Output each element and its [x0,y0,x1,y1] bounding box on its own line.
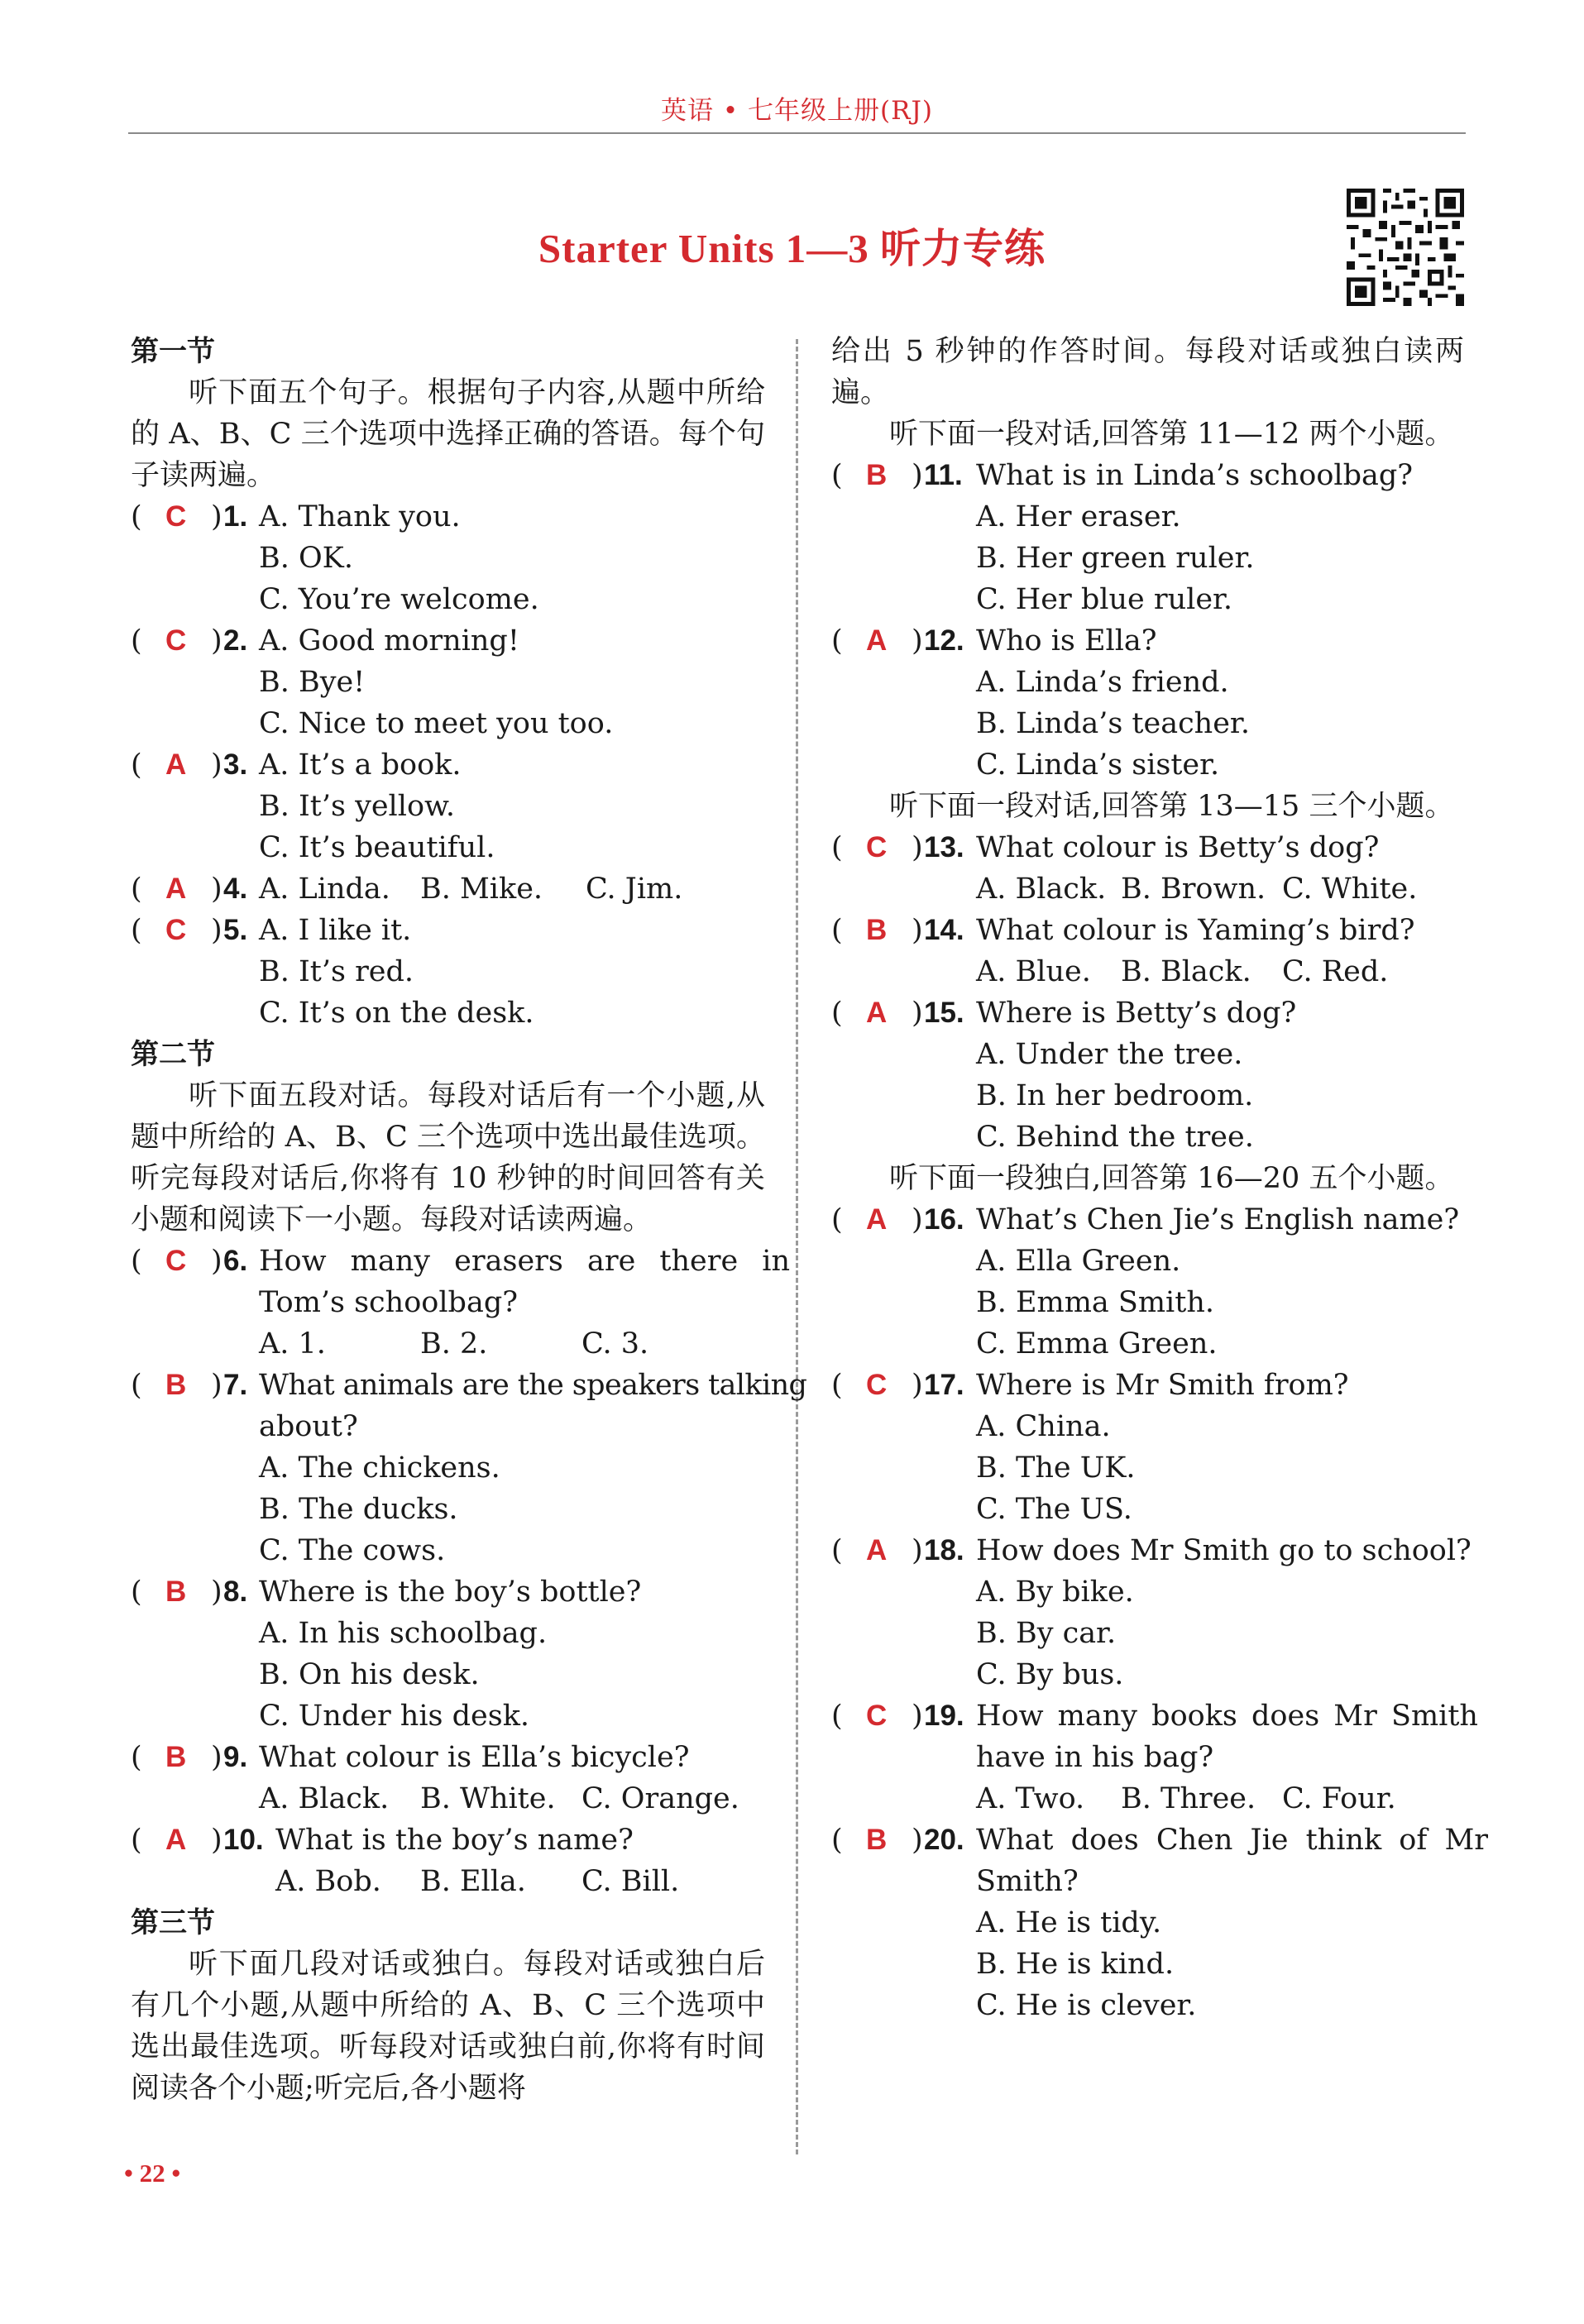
question-stem: Where is the boy’s bottle? [259,1576,642,1609]
right-column [831,331,1489,2026]
option-a: A. In his schoolbag. [259,1617,548,1650]
question-stem-cont: Smith? [976,1865,1079,1898]
option-b: B. Linda’s teacher. [976,707,1250,740]
question-stem: What is in Linda’s schoolbag? [976,459,1414,492]
question-1: ( C ) 1. A. Thank you. B. OK. C. You’re welcome. [131,496,765,620]
question-9: ( B ) 9. What colour is Ella’s bicycle? A. Black. B. White. C. Orange. [131,1737,765,1820]
option-a: A. Two. [976,1782,1085,1815]
question-5: ( C ) 5. A. I like it. B. It’s red. C. It’s on the desk. [131,910,765,1034]
question-stem: What’s Chen Jie’s English name? [976,1203,1460,1236]
question-stem: What is the boy’s name? [275,1824,634,1857]
question-number: 18. [924,1534,964,1566]
question-number: 12. [924,624,964,657]
option-a: A. Under the tree. [976,1038,1243,1071]
option-b: B. 2. [420,1327,488,1360]
option-b: B. The UK. [976,1451,1136,1485]
option-a: A. Blue. [976,955,1091,988]
option-a: A. 1. [259,1327,326,1360]
question-number: 19. [924,1700,964,1732]
question-19: ( C ) 19. How many books does Mr Smith have in his bag? A. Two. B. Three. C. Four. [831,1695,1464,1820]
question-7: ( B ) 7. What animals are the speakers talking about? A. The chickens. B. The ducks. C. The cows. [131,1365,765,1571]
answer: B [866,459,888,491]
question-stem: How many books does Mr Smith [976,1700,1478,1733]
option-b: B. Emma Smith. [976,1286,1214,1319]
question-number: 2. [223,624,248,657]
option-b: B. Her green ruler. [976,542,1255,575]
question-number: 11. [924,459,963,491]
option-a: A. Good morning! [259,624,519,658]
option-c: C. He is clever. [976,1989,1197,2022]
option-c: C. Four. [1282,1782,1396,1815]
question-stem: What does Chen Jie think of Mr [976,1824,1489,1857]
question-stem: What colour is Yaming’s bird? [976,914,1415,947]
option-a: A. Ella Green. [976,1245,1181,1278]
option-c: C. Under his desk. [259,1700,530,1733]
question-number: 10. [223,1824,264,1856]
option-c: C. Jim. [586,873,683,906]
option-c: C. Nice to meet you too. [259,707,614,740]
option-c: C. Bill. [581,1865,680,1898]
instructions-13-15: 听下面一段对话,回答第 13—15 三个小题。 [889,790,1454,823]
question-stem: What colour is Betty’s dog? [976,831,1380,864]
question-number: 16. [924,1203,964,1236]
column-divider [796,339,798,2154]
question-12: ( A ) 12. Who is Ella? A. Linda’s friend. B. Linda’s teacher. C. Linda’s sister. [831,620,1464,786]
answer: C [165,1245,187,1277]
running-header: 英语 • 七年级上册(RJ) [661,96,933,126]
option-b: B. In her bedroom. [976,1079,1254,1112]
option-c: C. Orange. [581,1782,739,1815]
answer: A [866,1534,888,1566]
qr-code [1347,189,1464,306]
question-stem: What colour is Ella’s bicycle? [259,1741,690,1774]
question-16: ( A ) 16. What’s Chen Jie’s English name? A. Ella Green. B. Emma Smith. C. Emma Green. [831,1199,1464,1365]
section-3-instructions: 听下面几段对话或独白。每段对话或独白后有几个小题,从题中所给的 A、B、C 三个选项中选出最佳选项。听每段对话或独白前,你将有时间阅读各个小题;听完后,各小题将 [131,1948,765,2105]
answer: A [866,997,888,1029]
instructions-16-20: 听下面一段独白,回答第 16—20 五个小题。 [889,1162,1454,1195]
option-c: C. The US. [976,1493,1132,1526]
answer: C [165,500,187,533]
option-b: B. Ella. [420,1865,526,1898]
option-a: A. It’s a book. [259,748,462,782]
header-rule [128,132,1466,134]
option-b: B. Three. [1121,1782,1256,1815]
option-a: A. Her eraser. [976,500,1181,533]
option-c: C. You’re welcome. [259,583,539,616]
question-13: ( C ) 13. What colour is Betty’s dog? A. Black. B. Brown. C. White. [831,827,1464,910]
question-number: 13. [924,831,964,863]
question-10: ( A ) 10. What is the boy’s name? A. Bob. B. Ella. C. Bill. [131,1820,765,1902]
answer: C [866,1369,888,1401]
option-c: C. It’s on the desk. [259,997,534,1030]
option-b: B. On his desk. [259,1658,480,1691]
option-c: C. Linda’s sister. [976,748,1220,782]
option-c: C. Behind the tree. [976,1121,1254,1154]
option-c: C. It’s beautiful. [259,831,495,864]
question-6: ( C ) 6. How many erasers are there in Tom’s schoolbag? A. 1. B. 2. C. 3. [131,1241,765,1365]
answer: C [165,624,187,657]
answer: C [866,1700,888,1732]
question-20: ( B ) 20. What does Chen Jie think of Mr Smith? A. He is tidy. B. He is kind. C. He is clever. [831,1820,1464,2026]
option-b: B. It’s red. [259,955,414,988]
option-a: A. The chickens. [259,1451,500,1485]
answer: B [866,1824,888,1856]
option-a: A. He is tidy. [976,1906,1162,1939]
section-1-instructions: 听下面五个句子。根据句子内容,从题中所给的 A、B、C 三个选项中选择正确的答语。每个句子读两遍。 [131,376,765,492]
answer: A [165,1824,187,1856]
question-number: 20. [924,1824,964,1856]
question-number: 4. [223,873,248,905]
section-3-instructions-cont: 给出 5 秒钟的作答时间。每段对话或独白读两遍。 [831,335,1464,409]
question-4: ( A ) 4. A. Linda. B. Mike. C. Jim. [131,868,765,910]
question-15: ( A ) 15. Where is Betty’s dog? A. Under the tree. B. In her bedroom. C. Behind the tree. [831,992,1464,1158]
question-8: ( B ) 8. Where is the boy’s bottle? A. In his schoolbag. B. On his desk. C. Under his desk. [131,1571,765,1737]
question-stem-cont: Tom’s schoolbag? [259,1286,518,1319]
question-stem: What animals are the speakers talking [259,1369,807,1402]
question-14: ( B ) 14. What colour is Yaming’s bird? A. Blue. B. Black. C. Red. [831,910,1464,992]
option-a: A. China. [976,1410,1111,1443]
answer: C [165,914,187,946]
question-3: ( A ) 3. A. It’s a book. B. It’s yellow. C. It’s beautiful. [131,744,765,868]
question-stem: Where is Betty’s dog? [976,997,1297,1030]
option-b: B. Brown. [1121,873,1266,906]
section-3-title: 第三节 [131,1906,215,1939]
option-a: A. Black. [976,873,1107,906]
option-b: B. Bye! [259,666,366,699]
question-11: ( B ) 11. What is in Linda’s schoolbag? A. Her eraser. B. Her green ruler. C. Her blue ruler. [831,455,1464,620]
question-number: 3. [223,748,248,781]
option-a: A. Linda. [259,873,390,906]
option-c: C. 3. [581,1327,649,1360]
option-a: A. Linda’s friend. [976,666,1229,699]
option-a: A. Thank you. [259,500,461,533]
option-a: A. By bike. [976,1576,1134,1609]
answer: B [165,1576,187,1608]
instructions-11-12: 听下面一段对话,回答第 11—12 两个小题。 [889,418,1454,451]
question-stem: Where is Mr Smith from? [976,1369,1349,1402]
option-a: A. Black. [259,1782,390,1815]
option-c: C. Her blue ruler. [976,583,1233,616]
left-column [131,331,807,2109]
question-number: 5. [223,914,248,946]
page-title: Starter Units 1—3 听力专练 [538,226,1046,271]
question-18: ( A ) 18. How does Mr Smith go to school? A. By bike. B. By car. C. By bus. [831,1530,1464,1695]
question-17: ( C ) 17. Where is Mr Smith from? A. China. B. The UK. C. The US. [831,1365,1464,1530]
option-c: C. By bus. [976,1658,1124,1691]
answer: B [866,914,888,946]
option-b: B. Black. [1121,955,1251,988]
answer: A [866,1203,888,1236]
answer: A [866,624,888,657]
option-b: B. By car. [976,1617,1117,1650]
answer: C [866,831,888,863]
option-c: C. Emma Green. [976,1327,1218,1360]
answer: B [165,1741,187,1773]
page-number: • 22 • [124,2159,181,2188]
section-2-instructions: 听下面五段对话。每段对话后有一个小题,从题中所给的 A、B、C 三个选项中选出最佳选项。听完每段对话后,你将有 10 秒钟的时间回答有关小题和阅读下一小题。每段对话读两遍。 [131,1079,765,1236]
question-number: 17. [924,1369,964,1401]
option-b: B. White. [420,1782,556,1815]
question-number: 8. [223,1576,248,1608]
section-2-title: 第二节 [131,1038,215,1071]
question-stem: How many erasers are there in [259,1245,791,1278]
option-c: C. White. [1282,873,1418,906]
option-b: B. The ducks. [259,1493,458,1526]
question-number: 14. [924,914,964,946]
question-number: 15. [924,997,964,1029]
question-number: 7. [223,1369,248,1401]
answer: B [165,1369,187,1401]
question-stem: How does Mr Smith go to school? [976,1534,1472,1567]
question-number: 1. [223,500,248,533]
question-stem-cont: have in his bag? [976,1741,1214,1774]
option-a: A. I like it. [259,914,412,947]
answer: A [165,873,187,905]
option-b: B. It’s yellow. [259,790,455,823]
question-number: 9. [223,1741,248,1773]
option-a: A. Bob. [275,1865,381,1898]
answer: A [165,748,187,781]
section-1-title: 第一节 [131,335,215,368]
question-stem-cont: about? [259,1410,358,1443]
question-2: ( C ) 2. A. Good morning! B. Bye! C. Nice to meet you too. [131,620,765,744]
option-b: B. He is kind. [976,1948,1175,1981]
option-b: B. Mike. [420,873,543,906]
option-b: B. OK. [259,542,353,575]
question-number: 6. [223,1245,248,1277]
option-c: C. The cows. [259,1534,446,1567]
question-stem: Who is Ella? [976,624,1157,658]
option-c: C. Red. [1282,955,1389,988]
